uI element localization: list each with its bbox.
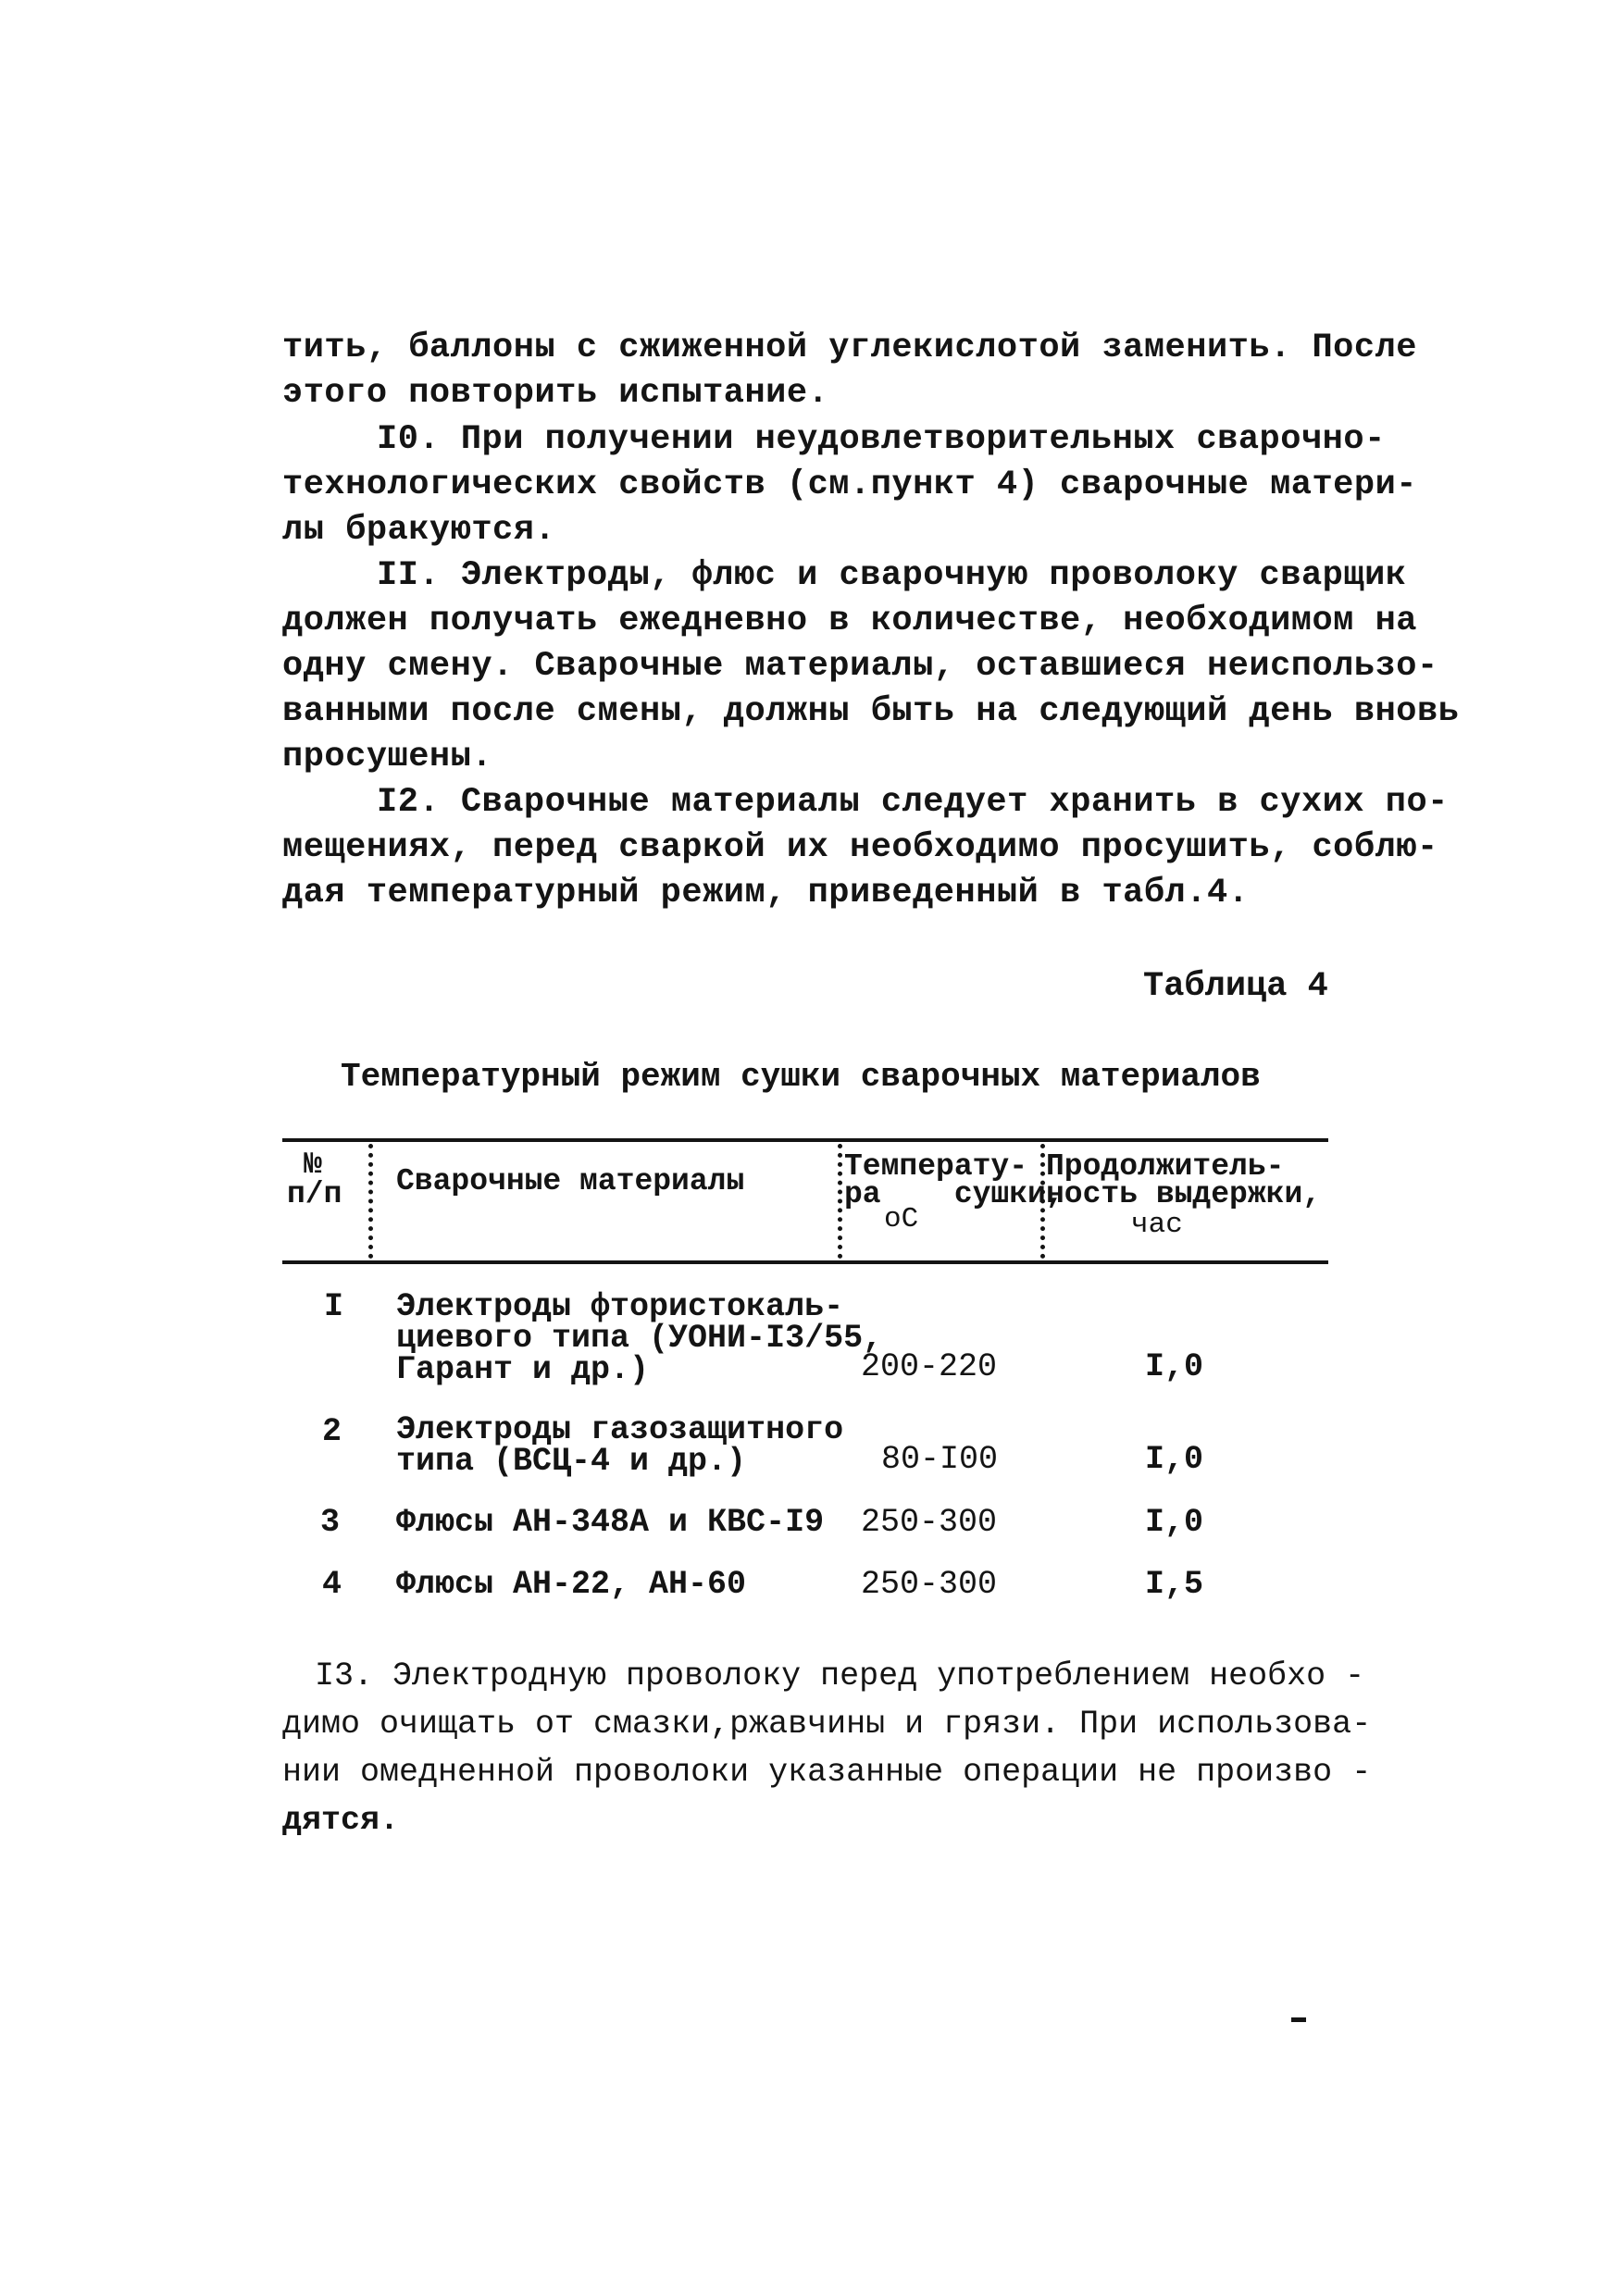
text-line: тить, баллоны с сжиженной углекислотой заменить. После <box>282 329 1417 367</box>
header-temperature-unit: оС <box>884 1203 919 1235</box>
body-text <box>282 326 1460 916</box>
paragraph-11-line: одну смену. Сварочные материалы, оставшиеся неиспользо- <box>282 647 1438 686</box>
row-material-line: Электроды фтористокаль- <box>396 1288 844 1325</box>
header-number-label: п/п <box>287 1177 342 1211</box>
row-material-line: Электроды газозащитного <box>396 1411 844 1448</box>
paragraph-13-line: нии омедненной проволоки указанные операции не произво - <box>282 1754 1372 1791</box>
header-number-mark: № <box>304 1148 322 1182</box>
paragraph-13-line: димо очищать от смазки,ржавчины и грязи. При использова- <box>282 1706 1372 1743</box>
row-number: 2 <box>322 1413 342 1450</box>
row-temperature: 80-I00 <box>881 1441 999 1478</box>
row-number: 4 <box>322 1566 342 1603</box>
row-material-line: типа (ВСЦ-4 и др.) <box>396 1443 747 1480</box>
header-duration-line1: Продолжитель- <box>1046 1149 1285 1184</box>
paragraph-10-line: технологических свойств (см.пункт 4) сварочные матери- <box>282 465 1417 504</box>
row-duration: I,0 <box>1145 1348 1204 1385</box>
header-temperature-line2: ра сушки, <box>844 1177 1064 1211</box>
row-duration: I,0 <box>1145 1504 1204 1541</box>
row-material-line: Флюсы АН-22, АН-60 <box>396 1566 747 1603</box>
paragraph-13 <box>282 1652 1372 1844</box>
paragraph-11-line: должен получать ежедневно в количестве, необходимом на <box>282 602 1417 640</box>
row-duration: I,0 <box>1145 1441 1204 1478</box>
row-material-line: Флюсы АН-348А и КВС-I9 <box>396 1504 825 1541</box>
paragraph-10-line: лы бракуются. <box>282 511 556 550</box>
row-duration: I,5 <box>1145 1566 1204 1603</box>
paragraph-12-line: дая температурный режим, приведенный в табл.4. <box>282 874 1250 912</box>
header-duration-unit: час <box>1131 1209 1183 1241</box>
paragraph-11-line: II. Электроды, флюс и сварочную проволоку сварщик <box>377 556 1407 595</box>
paragraph-13-line: дятся. <box>282 1802 400 1839</box>
header-separator <box>838 1144 842 1259</box>
header-materials: Сварочные материалы <box>396 1164 745 1198</box>
page-mark <box>1291 2017 1306 2022</box>
table-title: Температурный режим сушки сварочных материалов <box>341 1058 1261 1096</box>
row-temperature: 250-300 <box>861 1566 998 1603</box>
paragraph-10-line: I0. При получении неудовлетворительных сварочно- <box>377 420 1386 459</box>
row-material-line: циевого типа (УОНИ-I3/55, <box>396 1320 883 1357</box>
row-number: I <box>324 1288 344 1325</box>
paragraph-13-line: I3. Электродную проволоку перед употреблением необхо - <box>315 1657 1365 1694</box>
table-top-rule <box>282 1138 1328 1142</box>
paragraph-12-line: мещениях, перед сваркой их необходимо просушить, соблю- <box>282 828 1438 867</box>
row-temperature: 200-220 <box>861 1348 998 1385</box>
table-header-rule <box>282 1260 1328 1264</box>
paragraph-12-line: I2. Сварочные материалы следует хранить в сухих по- <box>377 783 1449 822</box>
paragraph-11-line: ванными после смены, должны быть на следующий день вновь <box>282 692 1460 731</box>
text-line: этого повторить испытание. <box>282 374 829 413</box>
row-number: 3 <box>320 1504 341 1541</box>
table-label: Таблица 4 <box>1143 967 1328 1006</box>
row-temperature: 250-300 <box>861 1504 998 1541</box>
header-separator <box>368 1144 373 1259</box>
paragraph-11-line: просушены. <box>282 738 493 776</box>
header-temperature-line1: Температу- <box>844 1149 1028 1184</box>
row-material-line: Гарант и др.) <box>396 1351 650 1388</box>
header-duration-line2: ность выдержки, <box>1046 1177 1322 1211</box>
